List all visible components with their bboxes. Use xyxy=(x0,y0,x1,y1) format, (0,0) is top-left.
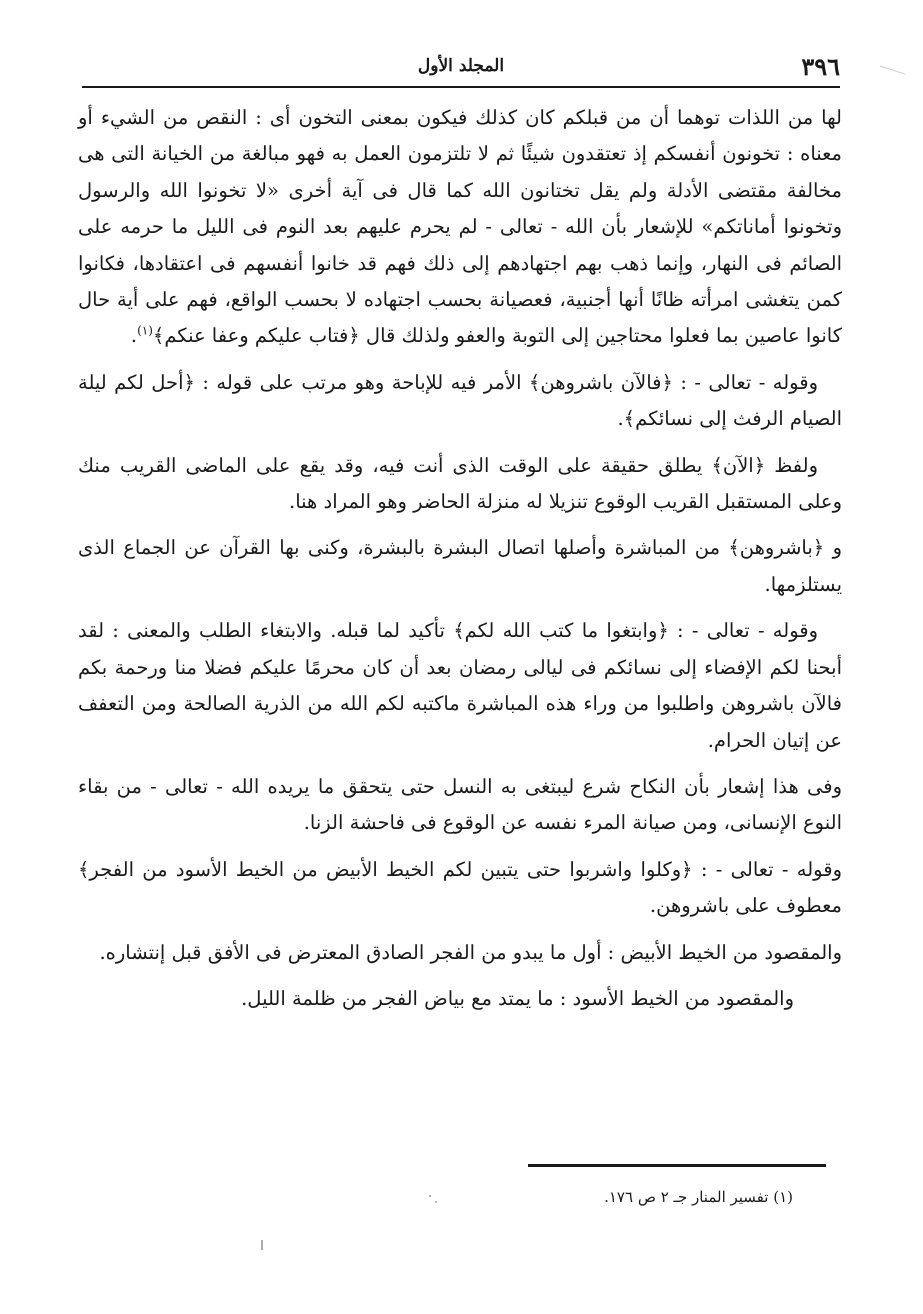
running-title: المجلد الأول xyxy=(417,56,505,76)
paragraph-1-text: لها من اللذات توهما أن من قبلكم كان كذلك فيكون بمعنى التخون أى : النقص من الشيء أو معناه : تخونون أنفسكم إذ تعتقدون شيئًا ثم لا تلتزمون العمل به فهو مبالغة من الخيانة التى هى مخالفة مقتضى الأدلة ولم يقل تختانون الله كما قال فى آية أخرى «لا تخونوا الله والرسول وتخونوا أماناتكم» للإشعار بأن الله - تعالى - لم يحرم عليهم بعد النوم فى الليل ما حرمه على الصائم فى النهار، وإنما ذهب بهم اجتهادهم إلى ذلك فهم قد خانوا أنفسهم فى اعتقادها، فكانوا كمن يتغشى امرأته ظانًا أنها أجنبية، فعصيانة بحسب اجتهاده لا بحسب الواقع، فهم على أية حال كانوا عاصين بما فعلوا محتاجين إلى التوبة والعفو ولذلك قال ﴿فتاب عليكم وعفا عنكم﴾ xyxy=(78,106,842,348)
paragraph-6: وفى هذا إشعار بأن النكاح شرع ليبتغى به النسل حتى يتحقق ما يريده الله - تعالى - من بقاء النوع الإنسانى، ومن صيانة المرء نفسه عن الوقوع فى فاحشة الزنا. xyxy=(78,774,842,835)
paragraph-1-end: . xyxy=(130,324,138,348)
paragraph-4: و ﴿باشروهن﴾ من المباشرة وأصلها اتصال البشرة بالبشرة، وكنى بها القرآن عن الجماع الذى يستلزمها. xyxy=(78,536,842,596)
paragraph-9: والمقصود من الخيط الأسود : ما يمتد مع بياض الفجر من ظلمة الليل. xyxy=(241,986,794,1010)
footnote: (١) تفسير المنار جـ ٢ ص ١٧٦. xyxy=(604,1188,793,1206)
page-number: ٣٩٦ xyxy=(801,52,840,81)
footnote-marker: (١) xyxy=(137,323,153,338)
paragraph-3: ولفظ ﴿الآن﴾ يطلق حقيقة على الوقت الذى أنت فيه، وقد يقع على الماضى القريب منك وعلى المستقبل القريب الوقوع تنزيلا له منزلة الحاضر وهو المراد هنا. xyxy=(78,453,842,514)
paragraph-8: والمقصود من الخيط الأبيض : أول ما يبدو من الفجر الصادق المعترض فى الأفق قبل إنتشاره. xyxy=(99,940,842,964)
paragraph-7: وقوله - تعالى - : ﴿وكلوا واشربوا حتى يتبين لكم الخيط الأبيض من الخيط الأسود من الفجر﴾ معطوف على باشروهن. xyxy=(78,857,842,918)
paragraph-5: وقوله - تعالى - : ﴿وابتغوا ما كتب الله لكم﴾ تأكيد لما قبله. والابتغاء الطلب والمعنى : لقد أبحنا لكم الإفضاء إلى نسائكم فى ليالى رمضان بعد أن كان محرمًا عليكم فضلا منا ورحمة بكم فالآن باشروهن واطلبوا من وراء هذه المباشرة ماكتبه لكم الله من الذرية الصالحة ومن التعفف عن إتيان الحرام. xyxy=(78,619,842,752)
paragraph-2: وقوله - تعالى - : ﴿فالآن باشروهن﴾ الأمر فيه للإباحة وهو مرتب على قوله : ﴿أحل لكم ليلة الصيام الرفث إلى نسائكم﴾. xyxy=(78,370,842,431)
